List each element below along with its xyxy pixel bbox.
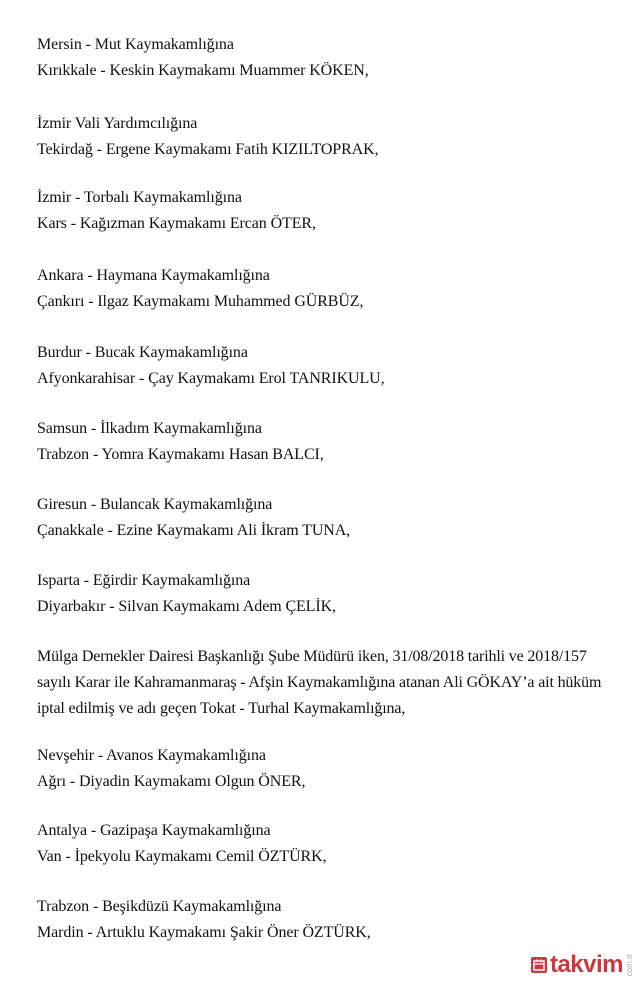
appointee: Kırıkkale - Keskin Kaymakamı Muammer KÖKEN, — [37, 62, 369, 79]
appointee: Tekirdağ - Ergene Kaymakamı Fatih KIZILTOPRAK, — [37, 141, 379, 158]
appointment-entry — [37, 416, 637, 468]
cancellation-paragraph — [37, 644, 623, 722]
appointment-entry — [37, 894, 637, 946]
appointment-post: Trabzon - Beşikdüzü Kaymakamlığına — [37, 898, 282, 915]
appointee: Van - İpekyolu Kaymakamı Cemil ÖZTÜRK, — [37, 848, 327, 865]
appointment-entry — [37, 492, 637, 544]
appointment-entry — [37, 185, 637, 237]
appointee: Ağrı - Diyadin Kaymakamı Olgun ÖNER, — [37, 773, 306, 790]
watermark-suffix: com.tr — [625, 953, 634, 977]
appointment-post: Giresun - Bulancak Kaymakamlığına — [37, 496, 273, 513]
appointee: Kars - Kağızman Kaymakamı Ercan ÖTER, — [37, 215, 316, 232]
appointment-post: Samsun - İlkadım Kaymakamlığına — [37, 420, 262, 437]
paragraph-line: iptal edilmiş ve adı geçen Tokat - Turhal Kaymakamlığına, — [37, 700, 406, 717]
watermark-brand: takvim — [549, 951, 623, 978]
appointee: Trabzon - Yomra Kaymakamı Hasan BALCI, — [37, 446, 324, 463]
appointment-entry — [37, 743, 637, 795]
appointee: Çankırı - Ilgaz Kaymakamı Muhammed GÜRBÜZ, — [37, 293, 364, 310]
paragraph-line: sayılı Karar ile Kahramanmaraş - Afşin Kaymakamlığına atanan Ali GÖKAY’a ait hüküm — [37, 674, 602, 691]
appointee: Diyarbakır - Silvan Kaymakamı Adem ÇELİK, — [37, 598, 336, 615]
appointment-post: İzmir Vali Yardımcılığına — [37, 115, 198, 132]
appointee: Afyonkarahisar - Çay Kaymakamı Erol TANRIKULU, — [37, 370, 385, 387]
appointee: Mardin - Artuklu Kaymakamı Şakir Öner ÖZTÜRK, — [37, 924, 371, 941]
appointment-post: Nevşehir - Avanos Kaymakamlığına — [37, 747, 266, 764]
appointment-entry — [37, 263, 637, 315]
appointment-entry — [37, 32, 637, 84]
appointment-post: Antalya - Gazipaşa Kaymakamlığına — [37, 822, 271, 839]
appointment-entry — [37, 340, 637, 392]
paragraph-line: Mülga Dernekler Dairesi Başkanlığı Şube Müdürü iken, 31/08/2018 tarihli ve 2018/157 — [37, 648, 587, 665]
appointment-post: İzmir - Torbalı Kaymakamlığına — [37, 189, 242, 206]
appointment-post: Burdur - Bucak Kaymakamlığına — [37, 344, 248, 361]
appointment-entry — [37, 568, 637, 620]
appointment-entry — [37, 818, 637, 870]
takvim-watermark — [531, 953, 634, 977]
takvim-logo-icon — [531, 957, 547, 973]
appointee: Çanakkale - Ezine Kaymakamı Ali İkram TUNA, — [37, 522, 351, 539]
appointment-entry — [37, 111, 637, 163]
appointment-post: Ankara - Haymana Kaymakamlığına — [37, 267, 270, 284]
appointment-post: Mersin - Mut Kaymakamlığına — [37, 36, 234, 53]
appointment-post: Isparta - Eğirdir Kaymakamlığına — [37, 572, 251, 589]
